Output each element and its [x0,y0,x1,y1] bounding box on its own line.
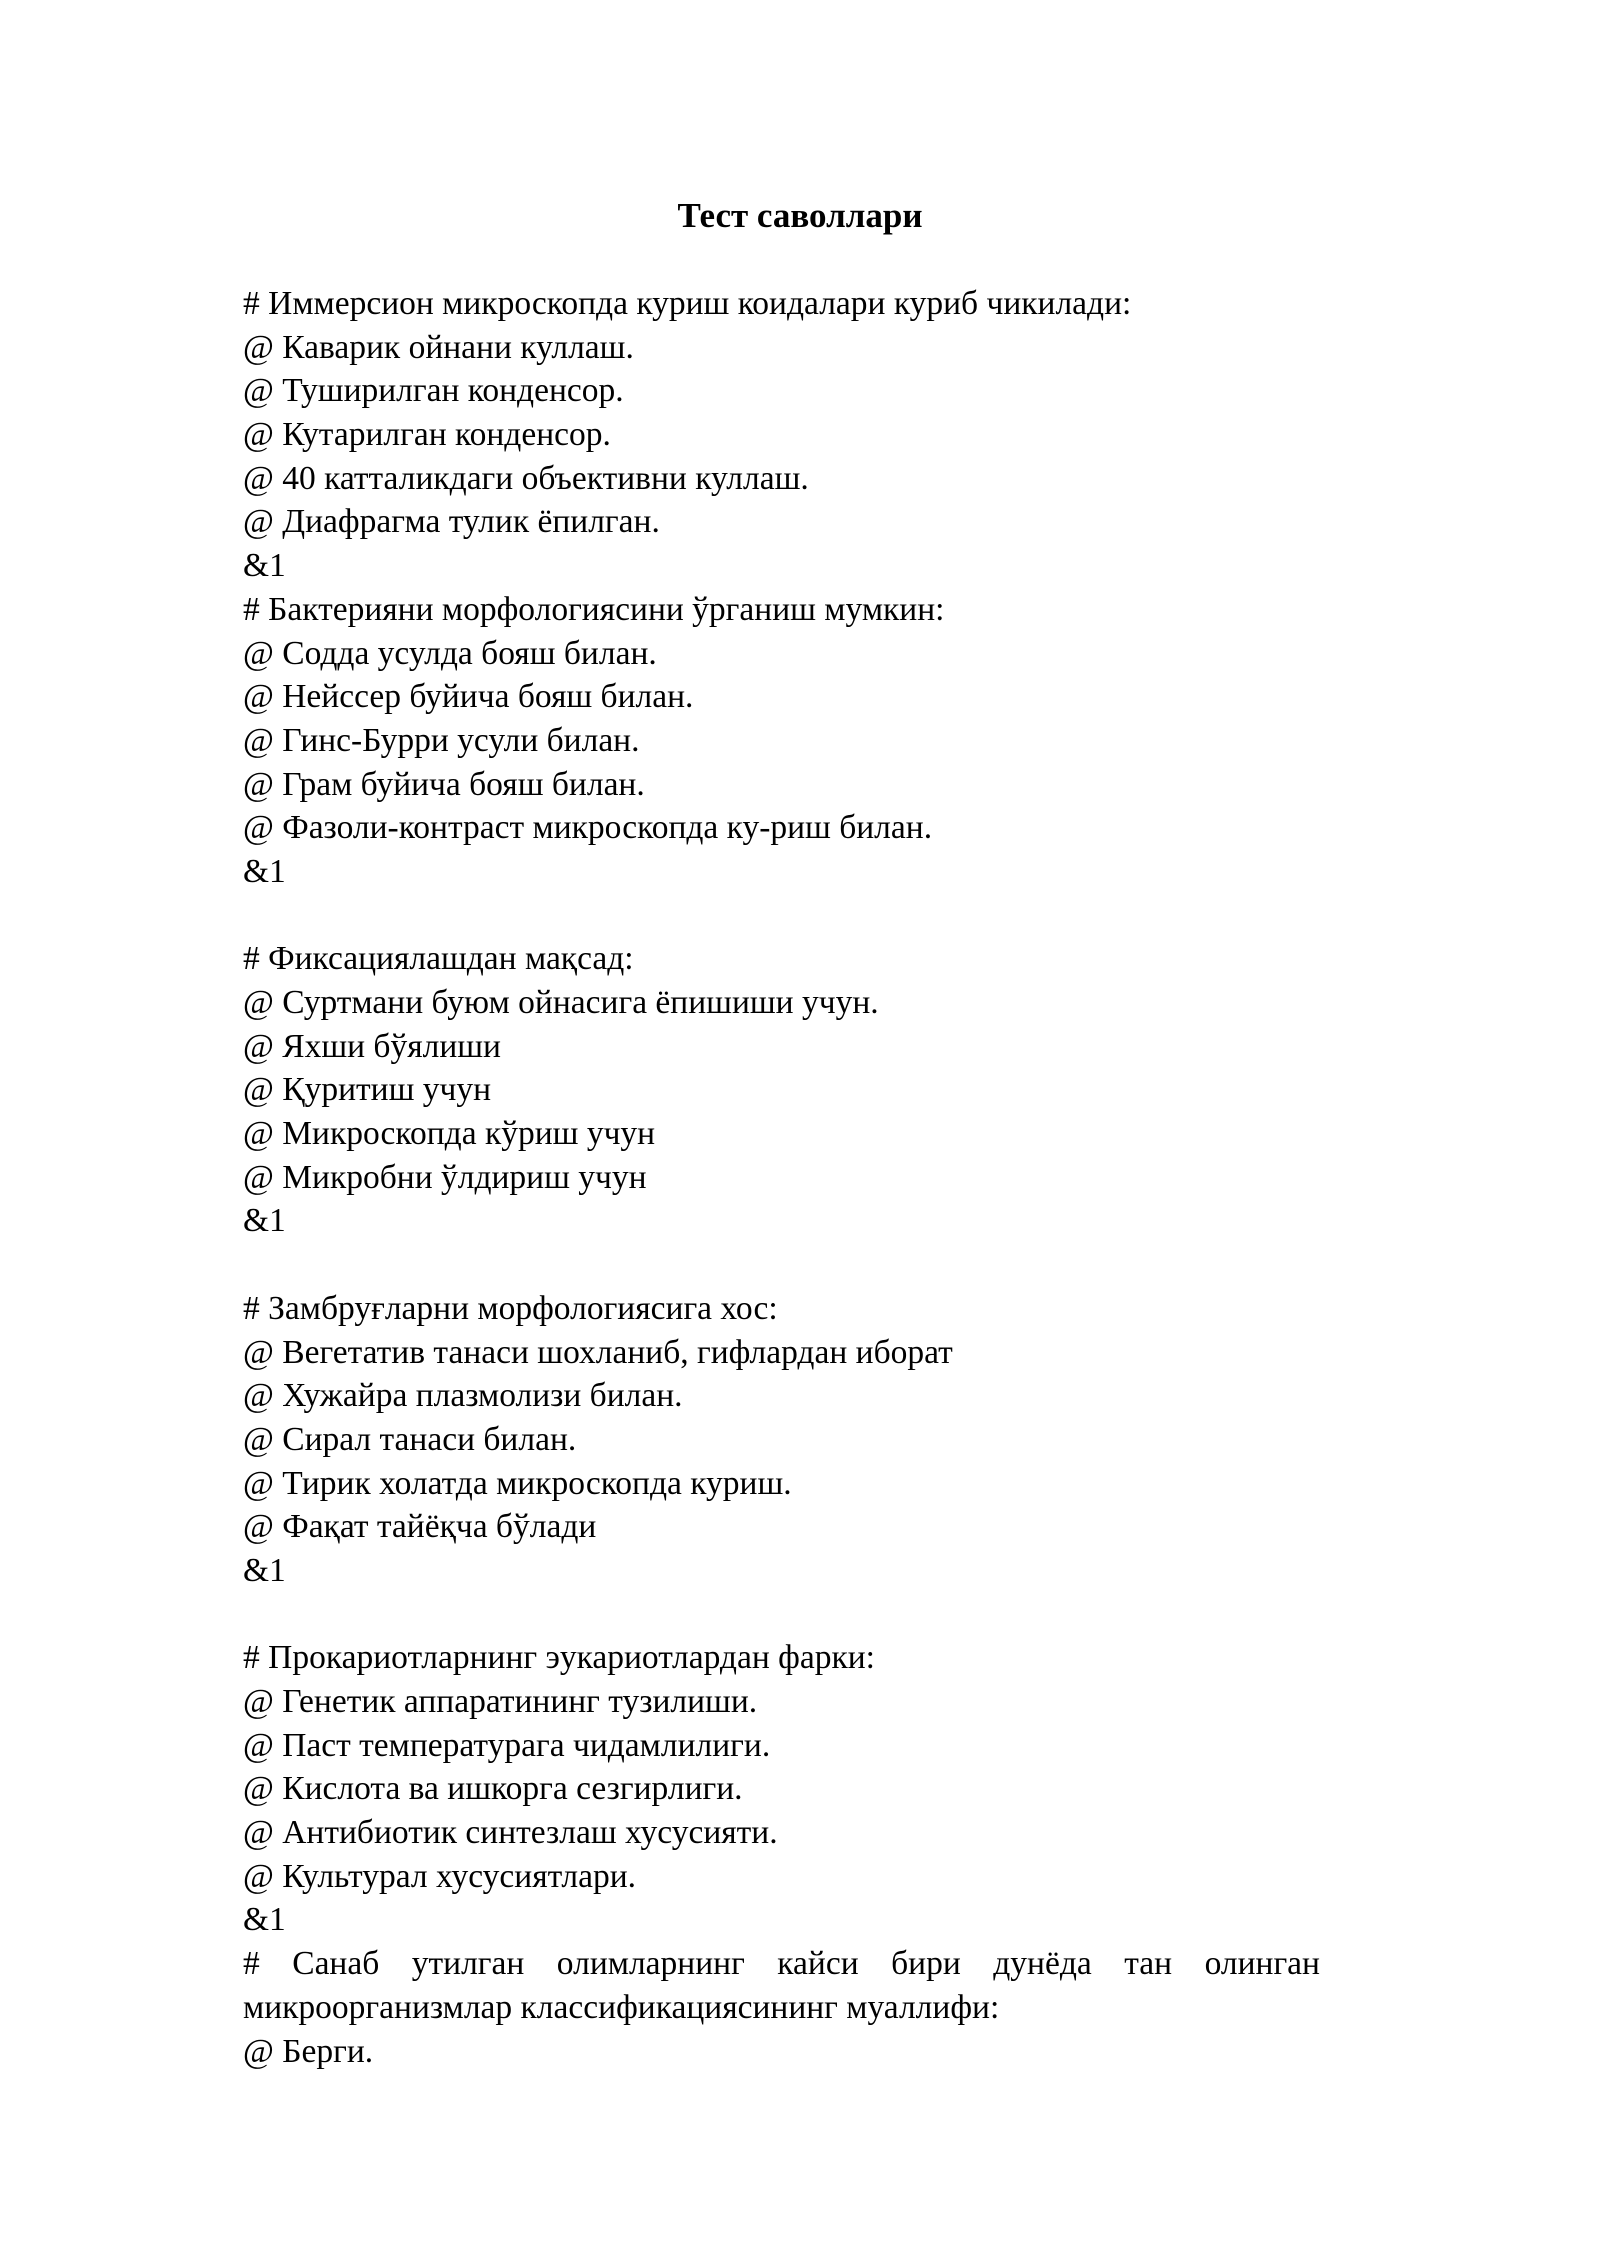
answer-option: @ Қуритиш учун [243,1071,492,1109]
answer-option: @ Суртмани буюм ойнасига ёпишиши учун. [243,984,879,1021]
answer-option: @ Микробни ўлдириш учун [243,1158,647,1196]
question-line: # Прокариотларнинг эукариотлардан фарки: [243,1639,875,1677]
answer-option: @ Сирал танаси билан. [243,1420,577,1458]
justified-word: утилган [411,1945,525,1983]
answer-key: &1 [243,852,286,890]
answer-option: @ Хужайра плазмолизи билан. [243,1377,683,1415]
answer-option: @ Грам буйича бояш билан. [243,765,645,803]
justified-word: Санаб [292,1945,380,1983]
answer-key: &1 [243,1551,286,1589]
blank-line [243,1593,1320,1637]
question-line: # Фиксациялашдан мақсад: [243,940,634,978]
answer-option: @ Яхши бўялиши [243,1027,501,1065]
justified-word: олинган [1204,1945,1320,1983]
question-line: # Иммерсион микроскопда куриш коидалари куриб чикилади: [243,285,1132,322]
answer-option: @ Фазоли-контраст микроскопда ку-риш билан. [243,809,933,847]
question-line: # Бактерияни морфологиясини ўрганиш мумкин: [243,590,945,628]
blank-line [243,894,1320,938]
justified-word: олимларнинг [556,1945,745,1983]
justified-word: бири [891,1945,961,1983]
answer-option: @ 40 катталикдаги объективни куллаш. [243,459,809,497]
answer-key: &1 [243,1202,286,1240]
answer-option: @ Каварик ойнани куллаш. [243,328,634,366]
answer-option: @ Вегетатив танаси шохланиб, гифлардан иборат [243,1333,953,1371]
answer-key: &1 [243,1901,286,1939]
justified-word: кайси [777,1945,859,1983]
answer-option: @ Антибиотик синтезлаш хусусияти. [243,1814,778,1852]
justified-word: # [243,1945,260,1983]
question-line-justified [243,1942,1320,1986]
answer-key: &1 [243,547,286,585]
answer-option: @ Берги. [243,2032,374,2070]
question-line-continued: микроорганизмлар классификациясининг муаллифи: [243,1988,1000,2026]
answer-option: @ Кутарилган конденсор. [243,416,611,454]
answer-option: @ Паст температурага чидамлилиги. [243,1726,771,1764]
answer-option: @ Содда усулда бояш билан. [243,634,657,672]
answer-option: @ Культурал хусусиятлари. [243,1857,637,1895]
answer-option: @ Гинс-Бурри усули билан. [243,721,640,759]
answer-option: @ Микроскопда кўриш учун [243,1115,656,1153]
document-body [243,282,1320,2073]
question-line: # Замбруғларни морфологиясига хос: [243,1289,778,1327]
blank-line [243,1243,1320,1287]
answer-option: @ Диафрагма тулик ёпилган. [243,503,660,541]
answer-option: @ Туширилган конденсор. [243,372,624,410]
answer-option: @ Фақат тайёқча бўлади [243,1508,597,1546]
answer-option: @ Нейссер буйича бояш билан. [243,678,694,716]
answer-option: @ Генетик аппаратининг тузилиши. [243,1683,758,1720]
answer-option: @ Тирик холатда микроскопда куриш. [243,1464,792,1502]
justified-word: тан [1124,1945,1173,1983]
page-title: Тест саволлари [677,196,923,235]
justified-word: дунёда [993,1945,1092,1983]
answer-option: @ Кислота ва ишкорга сезгирлиги. [243,1770,743,1808]
